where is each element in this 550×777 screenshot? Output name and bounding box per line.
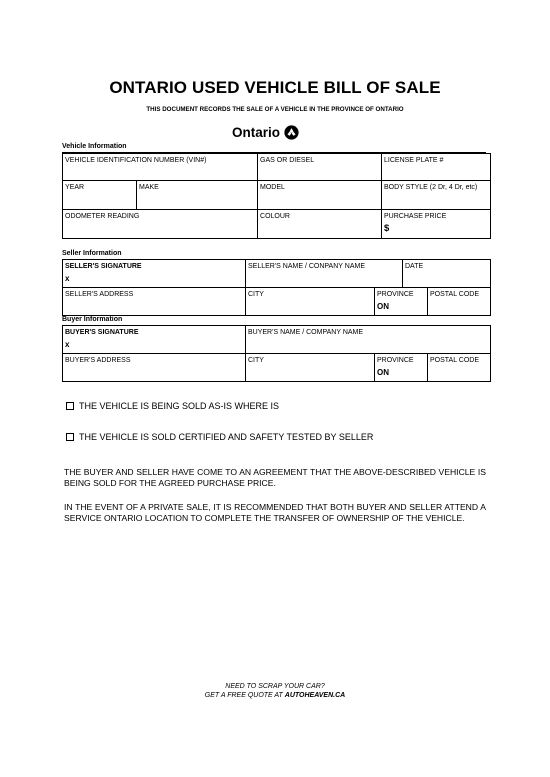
buyer-info-table: [62, 325, 491, 382]
footer-line-1: NEED TO SCRAP YOUR CAR?: [225, 683, 325, 690]
seller-province-field[interactable]: [375, 288, 428, 316]
seller-province-value: ON: [377, 302, 389, 311]
document-title: ONTARIO USED VEHICLE BILL OF SALE: [109, 78, 441, 97]
buyer-city-label: CITY: [248, 357, 264, 364]
buyer-city-field[interactable]: [246, 354, 375, 382]
buyer-signature-field[interactable]: [63, 326, 246, 354]
buyer-address-label: BUYER'S ADDRESS: [65, 357, 131, 364]
certified-checkbox[interactable]: [66, 433, 74, 441]
plate-label: LICENSE PLATE #: [384, 157, 444, 164]
buyer-province-value: ON: [377, 368, 389, 377]
year-label: YEAR: [65, 184, 85, 191]
price-field[interactable]: [382, 210, 491, 239]
buyer-name-field[interactable]: [246, 326, 491, 354]
seller-postal-field[interactable]: [428, 288, 491, 316]
buyer-signature-label: BUYER'S SIGNATURE: [65, 329, 139, 336]
buyer-address-field[interactable]: [63, 354, 246, 382]
footer-link[interactable]: AUTOHEAVEN.CA: [284, 692, 346, 699]
certified-label: THE VEHICLE IS SOLD CERTIFIED AND SAFETY TESTED BY SELLER: [79, 432, 374, 442]
as-is-option[interactable]: [66, 401, 279, 411]
buyer-name-label: BUYER'S NAME / COMPANY NAME: [248, 329, 364, 336]
seller-province-label: PROVINCE: [377, 291, 414, 298]
seller-postal-label: POSTAL CODE: [430, 291, 480, 298]
footer-quote-text: GET A FREE QUOTE AT: [204, 692, 285, 699]
plate-field[interactable]: [382, 154, 491, 181]
colour-field[interactable]: [258, 210, 382, 239]
buyer-section-label: Buyer Information: [62, 316, 123, 323]
seller-address-label: SELLER'S ADDRESS: [65, 291, 134, 298]
body-style-label: BODY STYLE (2 Dr, 4 Dr, etc): [384, 184, 478, 191]
seller-address-field[interactable]: [63, 288, 246, 316]
colour-label: COLOUR: [260, 213, 290, 220]
odometer-label: ODOMETER READING: [65, 213, 140, 220]
make-label: MAKE: [139, 184, 159, 191]
seller-signature-mark: x: [65, 274, 70, 283]
ontario-trillium-icon: [284, 125, 299, 140]
buyer-postal-label: POSTAL CODE: [430, 357, 480, 364]
buyer-postal-field[interactable]: [428, 354, 491, 382]
seller-city-label: CITY: [248, 291, 264, 298]
seller-date-field[interactable]: [403, 260, 491, 288]
price-symbol: $: [384, 223, 390, 234]
vehicle-info-table: [62, 153, 491, 239]
seller-signature-field[interactable]: [63, 260, 246, 288]
odometer-field[interactable]: [63, 210, 258, 239]
as-is-checkbox[interactable]: [66, 402, 74, 410]
make-field[interactable]: [137, 181, 258, 210]
price-label: PURCHASE PRICE: [384, 213, 447, 220]
agreement-paragraph: THE BUYER AND SELLER HAVE COME TO AN AGREEMENT THAT THE ABOVE-DESCRIBED VEHICLE IS BEING SOLD FOR THE AGREED PURCHASE PRICE.: [64, 467, 486, 488]
as-is-label: THE VEHICLE IS BEING SOLD AS-IS WHERE IS: [79, 401, 280, 411]
buyer-province-label: PROVINCE: [377, 357, 414, 364]
seller-date-label: DATE: [405, 263, 424, 270]
private-sale-paragraph: IN THE EVENT OF A PRIVATE SALE, IT IS RECOMMENDED THAT BOTH BUYER AND SELLER ATTEND A SERVICE ONTARIO LOCATION TO COMPLETE THE TRANSFER OF OWNERSHIP OF THE VEHICLE.: [64, 502, 486, 523]
vehicle-section-label: Vehicle Information: [62, 143, 127, 150]
body-style-field[interactable]: [382, 181, 491, 210]
certified-option[interactable]: [66, 432, 373, 442]
seller-signature-label: SELLER'S SIGNATURE: [65, 263, 142, 270]
model-field[interactable]: [258, 181, 382, 210]
footer-line-2: [0, 691, 550, 700]
fuel-field[interactable]: [258, 154, 382, 181]
seller-name-field[interactable]: [246, 260, 403, 288]
fuel-label: GAS OR DIESEL: [260, 157, 315, 164]
year-field[interactable]: [63, 181, 137, 210]
buyer-signature-mark: x: [65, 340, 70, 349]
ontario-logo-text: Ontario: [232, 124, 281, 140]
vin-label: VEHICLE IDENTIFICATION NUMBER (VIN#): [65, 157, 207, 164]
model-label: MODEL: [260, 184, 285, 191]
seller-section-label: Seller Information: [62, 250, 122, 257]
vin-field[interactable]: [63, 154, 258, 181]
seller-info-table: [62, 259, 491, 316]
ontario-logo: [232, 122, 299, 142]
seller-name-label: SELLER'S NAME / CONPANY NAME: [248, 263, 365, 270]
buyer-province-field[interactable]: [375, 354, 428, 382]
seller-city-field[interactable]: [246, 288, 375, 316]
document-subtitle: THIS DOCUMENT RECORDS THE SALE OF A VEHICLE IN THE PROVINCE OF ONTARIO: [146, 106, 404, 113]
